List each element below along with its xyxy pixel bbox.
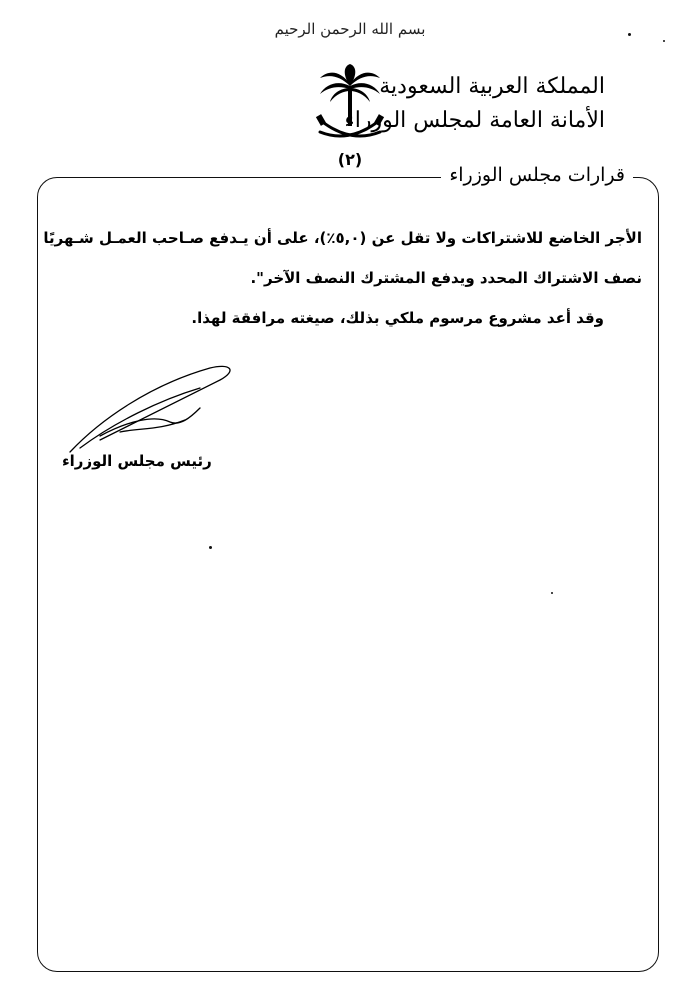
paragraph-line: الأجر الخاضع للاشتراكات ولا تقل عن (٥,٠٪)، على أن يـدفع صـاحب العمـل شـهريًا	[43, 229, 642, 247]
letterhead-kingdom: المملكة العربية السعودية	[379, 74, 605, 99]
signature-icon	[60, 360, 240, 460]
frame-label: قرارات مجلس الوزراء	[441, 164, 633, 186]
basmala-heading: بسم الله الرحمن الرحيم	[274, 20, 426, 38]
scan-speck	[663, 40, 665, 42]
scan-speck	[209, 546, 212, 549]
letterhead-secretariat: الأمانة العامة لمجلس الوزراء	[344, 108, 605, 133]
scan-speck	[551, 592, 553, 594]
page-number: (٢)	[337, 150, 363, 169]
signer-title: رئيس مجلس الوزراء	[62, 452, 212, 470]
paragraph-line: وقد أعد مشروع مرسوم ملكي بذلك، صيغته مرافقة لهذا.	[191, 309, 604, 327]
body-text	[43, 218, 642, 338]
paragraph-line: نصف الاشتراك المحدد ويدفع المشترك النصف الآخر".	[250, 269, 642, 287]
letterhead	[344, 70, 605, 138]
scan-speck	[628, 33, 631, 36]
